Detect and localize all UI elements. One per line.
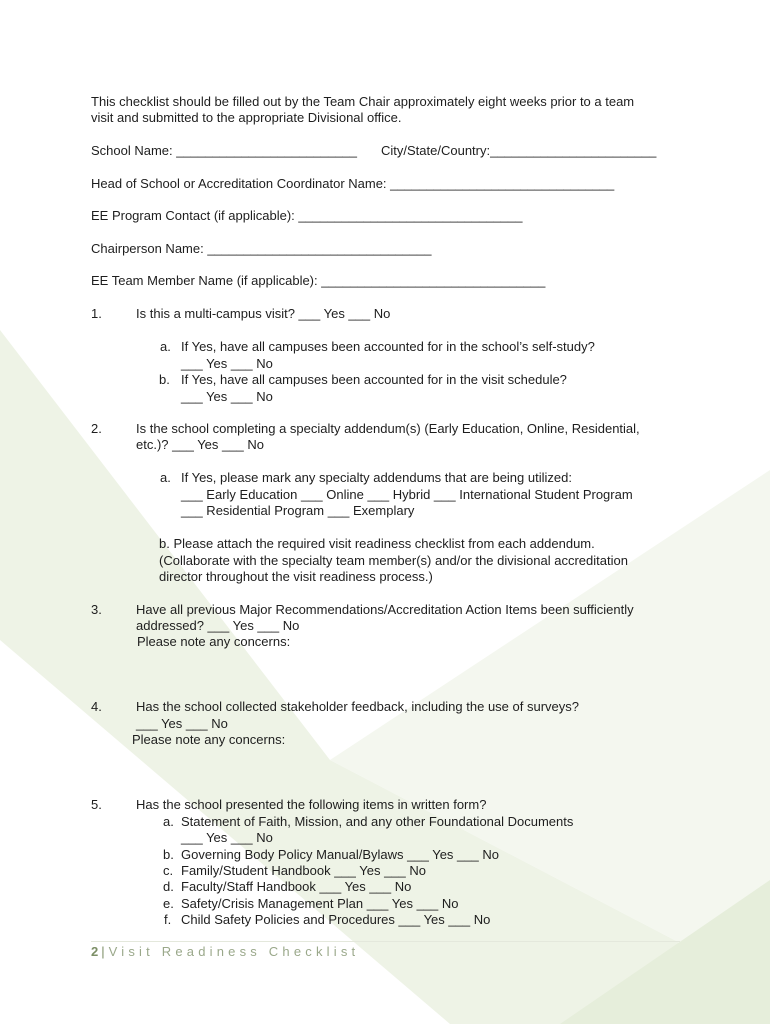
- page-number: 2: [91, 944, 99, 959]
- q4-text-line1: Has the school collected stakeholder feedback, including the use of surveys?: [136, 699, 579, 714]
- q2b-text-line1: b. Please attach the required visit readiness checklist from each addendum.: [159, 536, 595, 551]
- footer-title: Visit Readiness Checklist: [108, 944, 360, 959]
- footer-divider: [91, 941, 680, 942]
- q5-item-text: Statement of Faith, Mission, and any other Foundational Documents: [181, 814, 574, 829]
- q1b-text: If Yes, have all campuses been accounted for in the visit schedule?: [181, 372, 567, 387]
- q5-number: 5.: [91, 797, 102, 812]
- q5-item-text[interactable]: Child Safety Policies and Procedures ___ Yes ___ No: [181, 912, 491, 927]
- ee-team-member-field[interactable]: EE Team Member Name (if applicable): _______________________________: [91, 273, 546, 288]
- city-state-country-field[interactable]: City/State/Country:_______________________: [381, 143, 657, 158]
- q5-text: Has the school presented the following items in written form?: [136, 797, 487, 812]
- q1-text: Is this a multi-campus visit? ___ Yes ___ No: [136, 306, 391, 321]
- q1b-answer[interactable]: ___ Yes ___ No: [181, 389, 273, 404]
- q1b-label: b.: [159, 372, 170, 387]
- q1-number: 1.: [91, 306, 102, 321]
- ee-program-contact-field[interactable]: EE Program Contact (if applicable): _______________________________: [91, 208, 523, 223]
- q2-number: 2.: [91, 421, 102, 436]
- q5-item-text[interactable]: Safety/Crisis Management Plan ___ Yes ___ No: [181, 896, 459, 911]
- q2a-label: a.: [160, 470, 171, 485]
- q1a-label: a.: [160, 339, 171, 354]
- chairperson-name-field[interactable]: Chairperson Name: _______________________________: [91, 241, 432, 256]
- head-of-school-field[interactable]: Head of School or Accreditation Coordinator Name: _______________________________: [91, 176, 615, 191]
- q5-item-answer[interactable]: ___ Yes ___ No: [181, 830, 273, 845]
- intro-text-line2: visit and submitted to the appropriate Divisional office.: [91, 110, 402, 125]
- q4-number: 4.: [91, 699, 102, 714]
- q5-item-text[interactable]: Governing Body Policy Manual/Bylaws ___ Yes ___ No: [181, 847, 499, 862]
- q2b-text-line3: director throughout the visit readiness process.): [159, 569, 433, 584]
- q2-text-line2[interactable]: etc.)? ___ Yes ___ No: [136, 437, 264, 452]
- q3-text-line1: Have all previous Major Recommendations/Accreditation Action Items been sufficiently: [136, 602, 634, 617]
- q5-item-label: f.: [164, 912, 172, 927]
- footer-separator: |: [101, 944, 105, 959]
- q3-concerns-label: Please note any concerns:: [137, 634, 291, 649]
- q5-item-text[interactable]: Family/Student Handbook ___ Yes ___ No: [181, 863, 427, 878]
- q3-number: 3.: [91, 602, 102, 617]
- q5-item-text[interactable]: Faculty/Staff Handbook ___ Yes ___ No: [181, 879, 412, 894]
- school-name-field[interactable]: School Name: _________________________: [91, 143, 358, 158]
- page-footer: [91, 944, 359, 959]
- q5-item-label: b.: [163, 847, 174, 862]
- q1a-text: If Yes, have all campuses been accounted for in the school’s self-study?: [181, 339, 595, 354]
- q2a-text: If Yes, please mark any specialty addendums that are being utilized:: [181, 470, 572, 485]
- q5-item-label: c.: [163, 863, 174, 878]
- q4-concerns-label: Please note any concerns:: [132, 732, 286, 747]
- q5-item-label: a.: [163, 814, 174, 829]
- q2b-text-line2: (Collaborate with the specialty team member(s) and/or the divisional accreditation: [159, 553, 628, 568]
- q5-item-label: d.: [163, 879, 174, 894]
- q2a-options-line2[interactable]: ___ Residential Program ___ Exemplary: [181, 503, 415, 518]
- intro-text-line1: This checklist should be filled out by the Team Chair approximately eight weeks prior to a team: [91, 94, 635, 109]
- q5-item-label: e.: [163, 896, 174, 911]
- q3-text-line2[interactable]: addressed? ___ Yes ___ No: [136, 618, 300, 633]
- q1a-answer[interactable]: ___ Yes ___ No: [181, 356, 273, 371]
- q2-text-line1: Is the school completing a specialty addendum(s) (Early Education, Online, Residential,: [136, 421, 640, 436]
- q4-answer[interactable]: ___ Yes ___ No: [136, 716, 228, 731]
- q2a-options-line1[interactable]: ___ Early Education ___ Online ___ Hybrid ___ International Student Program: [181, 487, 633, 502]
